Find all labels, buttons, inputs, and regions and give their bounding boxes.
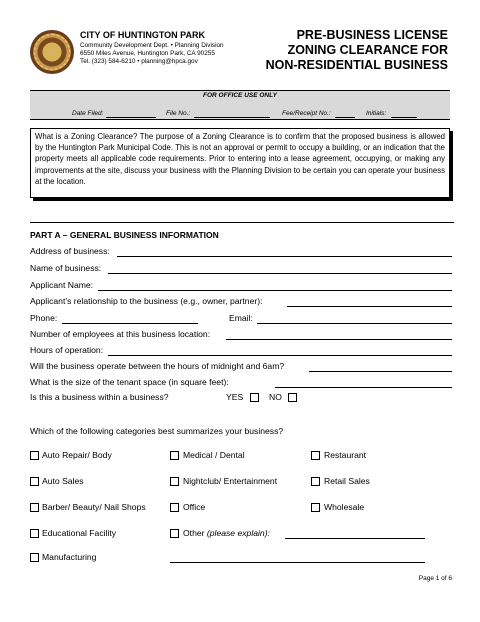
zoning-clearance-info-box	[30, 128, 450, 198]
department-info	[80, 42, 224, 66]
nightclub-checkbox[interactable]	[170, 477, 179, 486]
categories-question: Which of the following categories best summarizes your business?	[30, 426, 284, 436]
retail-label: Retail Sales	[324, 476, 370, 486]
no-label: NO	[269, 392, 282, 402]
educational-label: Educational Facility	[42, 528, 117, 538]
wholesale-label: Wholesale	[324, 502, 365, 512]
business-within-label: Is this a business within a business?	[30, 392, 169, 402]
restaurant-checkbox[interactable]	[311, 451, 320, 460]
date-filed-label: Date Filed:	[72, 110, 104, 117]
dept-line-1: Community Development Dept. • Planning Division	[80, 42, 224, 49]
relationship-field[interactable]	[287, 306, 452, 307]
file-no-field[interactable]	[194, 117, 270, 118]
section-divider	[30, 222, 454, 223]
other-explain-field-2[interactable]	[170, 562, 425, 563]
fee-receipt-field[interactable]	[335, 117, 355, 118]
office-checkbox[interactable]	[170, 503, 179, 512]
address-field[interactable]	[117, 256, 452, 257]
other-text: Other	[183, 528, 205, 538]
phone-field[interactable]	[62, 323, 198, 324]
no-checkbox[interactable]	[288, 393, 297, 402]
medical-checkbox[interactable]	[170, 451, 179, 460]
other-explain-field[interactable]	[285, 538, 425, 539]
medical-label: Medical / Dental	[183, 450, 245, 460]
tenant-size-field[interactable]	[275, 387, 452, 388]
manufacturing-checkbox[interactable]	[30, 553, 39, 562]
initials-label: Initials:	[366, 110, 387, 117]
title-line-3: NON-RESIDENTIAL BUSINESS	[265, 58, 448, 72]
email-field[interactable]	[257, 323, 452, 324]
applicant-name-field[interactable]	[98, 290, 452, 291]
city-name: CITY OF HUNTINGTON PARK	[80, 30, 206, 40]
email-label: Email:	[229, 313, 253, 323]
phone-label: Phone:	[30, 313, 58, 323]
barber-label: Barber/ Beauty/ Nail Shops	[42, 502, 146, 512]
page-number: Page 1 of 6	[418, 575, 452, 582]
auto-sales-checkbox[interactable]	[30, 477, 39, 486]
form-title	[266, 28, 448, 73]
office-use-section	[30, 90, 450, 120]
restaurant-label: Restaurant	[324, 450, 367, 460]
hours-field[interactable]	[108, 355, 452, 356]
address-label: Address of business:	[30, 246, 110, 256]
nightclub-label: Nightclub/ Entertainment	[183, 476, 278, 486]
business-name-label: Name of business:	[30, 263, 102, 273]
applicant-name-label: Applicant Name:	[30, 280, 94, 290]
date-filed-field[interactable]	[106, 117, 156, 118]
wholesale-checkbox[interactable]	[311, 503, 320, 512]
dept-line-2: 6550 Miles Avenue, Huntington Park, CA 90255	[80, 50, 215, 57]
relationship-label: Applicant’s relationship to the business (e.g., owner, partner):	[30, 296, 263, 306]
office-label: Office	[183, 502, 206, 512]
tenant-size-label: What is the size of the tenant space (in square feet):	[30, 377, 229, 387]
educational-checkbox[interactable]	[30, 529, 39, 538]
hours-label: Hours of operation:	[30, 345, 104, 355]
midnight-field[interactable]	[309, 371, 452, 372]
auto-sales-label: Auto Sales	[42, 476, 84, 486]
manufacturing-label: Manufacturing	[42, 552, 97, 562]
auto-repair-label: Auto Repair/ Body	[42, 450, 112, 460]
file-no-label: File No.:	[166, 110, 191, 117]
other-checkbox[interactable]	[170, 529, 179, 538]
auto-repair-checkbox[interactable]	[30, 451, 39, 460]
other-note: (please explain):	[206, 528, 270, 538]
yes-label: YES	[226, 392, 244, 402]
title-line-2: ZONING CLEARANCE FOR	[287, 43, 448, 57]
info-text: What is a Zoning Clearance? The purpose of a Zoning Clearance is to confirm that the proposed business is allowed by the Huntington Park Municipal Code. This is not an approval or permit to occupy a building, or an indication that the property meets all applicable code requirements. Prior to entering into a lease agreement, occupying, or making any improvements at the site, discuss your business with the Planning Division to be certain you can operate your business at the location.	[35, 132, 445, 186]
employees-label: Number of employees at this business location:	[30, 329, 211, 339]
business-name-field[interactable]	[108, 273, 452, 274]
dept-line-3: Tel. (323) 584-6210 • planning@hpca.gov	[80, 58, 198, 65]
city-seal-ring	[34, 34, 70, 70]
midnight-label: Will the business operate between the hours of midnight and 6am?	[30, 361, 285, 371]
barber-checkbox[interactable]	[30, 503, 39, 512]
yes-checkbox[interactable]	[250, 393, 259, 402]
other-label	[183, 528, 270, 538]
title-line-1: PRE-BUSINESS LICENSE	[296, 28, 448, 42]
employees-field[interactable]	[226, 339, 452, 340]
retail-checkbox[interactable]	[311, 477, 320, 486]
part-a-heading: PART A – GENERAL BUSINESS INFORMATION	[30, 230, 219, 240]
fee-receipt-label: Fee/Receipt No.:	[282, 110, 331, 117]
office-use-title: FOR OFFICE USE ONLY	[203, 92, 277, 99]
initials-field[interactable]	[391, 117, 417, 118]
